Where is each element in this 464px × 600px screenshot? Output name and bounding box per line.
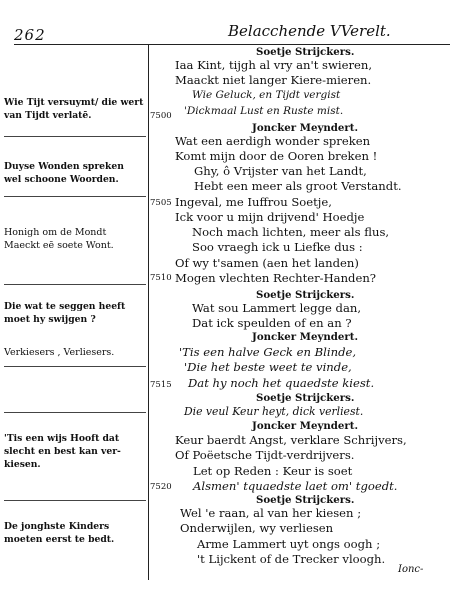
running-head: Belacchende VVerelt.	[228, 22, 391, 40]
verse-line: Noch mach lichten, meer als flus,	[192, 225, 390, 239]
speaker-heading: Joncker Meyndert.	[252, 331, 358, 343]
margin-divider	[4, 136, 146, 137]
verse-line: Wat een aerdigh wonder spreken	[175, 134, 371, 148]
verse-line: 'Dickmaal Lust en Ruste mist.	[184, 105, 344, 117]
verse-line: Die veul Keur heyt, dick verliest.	[184, 405, 364, 418]
margin-divider	[4, 284, 146, 285]
margin-note: Honigh om de Mondt Maeckt eē soete Wont.	[4, 227, 114, 251]
speaker-heading: Soetje Strijckers.	[256, 494, 355, 506]
verse-line: Dat hy noch het quaedste kiest.	[188, 376, 375, 390]
margin-divider	[4, 500, 146, 501]
margin-note: 'Tis een wijs Hooft dat slecht en best kan ver-kiesen.	[4, 433, 121, 470]
line-number: 7505	[150, 198, 172, 208]
verse-line: Wat sou Lammert legge dan,	[192, 301, 362, 315]
margin-note: De jonghste Kinders moeten eerst te bedt.	[4, 521, 115, 545]
margin-divider	[4, 366, 146, 367]
margin-rule	[148, 44, 149, 580]
margin-note: Verkiesers , Verliesers.	[4, 347, 115, 358]
verse-line: Hebt een meer als groot Verstandt.	[194, 179, 402, 193]
page-number: 262	[14, 26, 46, 44]
verse-line: Ick voor u mijn drijvend' Hoedje	[175, 210, 365, 224]
verse-line: 'Die het beste weet te vinde,	[184, 360, 352, 374]
verse-line: Keur baerdt Angst, verklare Schrijvers,	[175, 433, 407, 447]
verse-line: Arme Lammert uyt ongs oogh ;	[197, 537, 381, 551]
verse-line: Maackt niet langer Kiere-mieren.	[175, 73, 372, 87]
verse-line: Ingeval, me Iuffrou Soetje,	[175, 195, 332, 209]
verse-line: Let op Reden : Keur is soet	[193, 464, 353, 478]
speaker-heading: Soetje Strijckers.	[256, 46, 355, 58]
margin-note: Die wat te seggen heeft moet hy swijgen ?	[4, 301, 126, 325]
margin-divider	[4, 196, 146, 197]
verse-line: Iaa Kint, tijgh al vry an't swieren,	[175, 58, 373, 72]
margin-divider	[4, 412, 146, 413]
catchword: Ionc-	[398, 564, 424, 575]
verse-line: 't Lijckent of de Trecker vloogh.	[197, 552, 386, 566]
speaker-heading: Joncker Meyndert.	[252, 122, 358, 134]
speaker-heading: Soetje Strijckers.	[256, 289, 355, 301]
margin-note: Wie Tijt versuymt/ die wert van Tijdt verlatē.	[4, 97, 144, 121]
header-rule	[14, 44, 450, 45]
verse-line: Komt mijn door de Ooren breken !	[175, 149, 378, 163]
speaker-heading: Soetje Strijckers.	[256, 392, 355, 404]
margin-note: Duyse Wonden spreken wel schoone Woorden.	[4, 161, 124, 185]
speaker-heading: Joncker Meyndert.	[252, 420, 358, 432]
line-number: 7515	[150, 380, 172, 390]
verse-line: 'Tis een halve Geck en Blinde,	[179, 345, 357, 359]
verse-line: Onderwijlen, wy verliesen	[180, 521, 334, 535]
verse-line: Of Poëetsche Tijdt-verdrijvers.	[175, 448, 355, 462]
verse-line: Of wy t'samen (aen het landen)	[175, 256, 359, 270]
verse-line: Wel 'e raan, al van her kiesen ;	[180, 506, 362, 520]
line-number: 7520	[150, 482, 172, 492]
verse-line: Alsmen' tquaedste laet om' tgoedt.	[193, 479, 398, 493]
verse-line: Ghy, ô Vrijster van het Landt,	[194, 164, 367, 178]
verse-line: Soo vraegh ick u Liefke dus :	[192, 240, 363, 254]
verse-line: Wie Geluck, en Tijdt vergist	[192, 89, 341, 101]
verse-line: Mogen vlechten Rechter-Handen?	[175, 271, 377, 285]
line-number: 7500	[150, 111, 172, 121]
line-number: 7510	[150, 273, 172, 283]
verse-line: Dat ick speulden of en an ?	[192, 316, 352, 330]
